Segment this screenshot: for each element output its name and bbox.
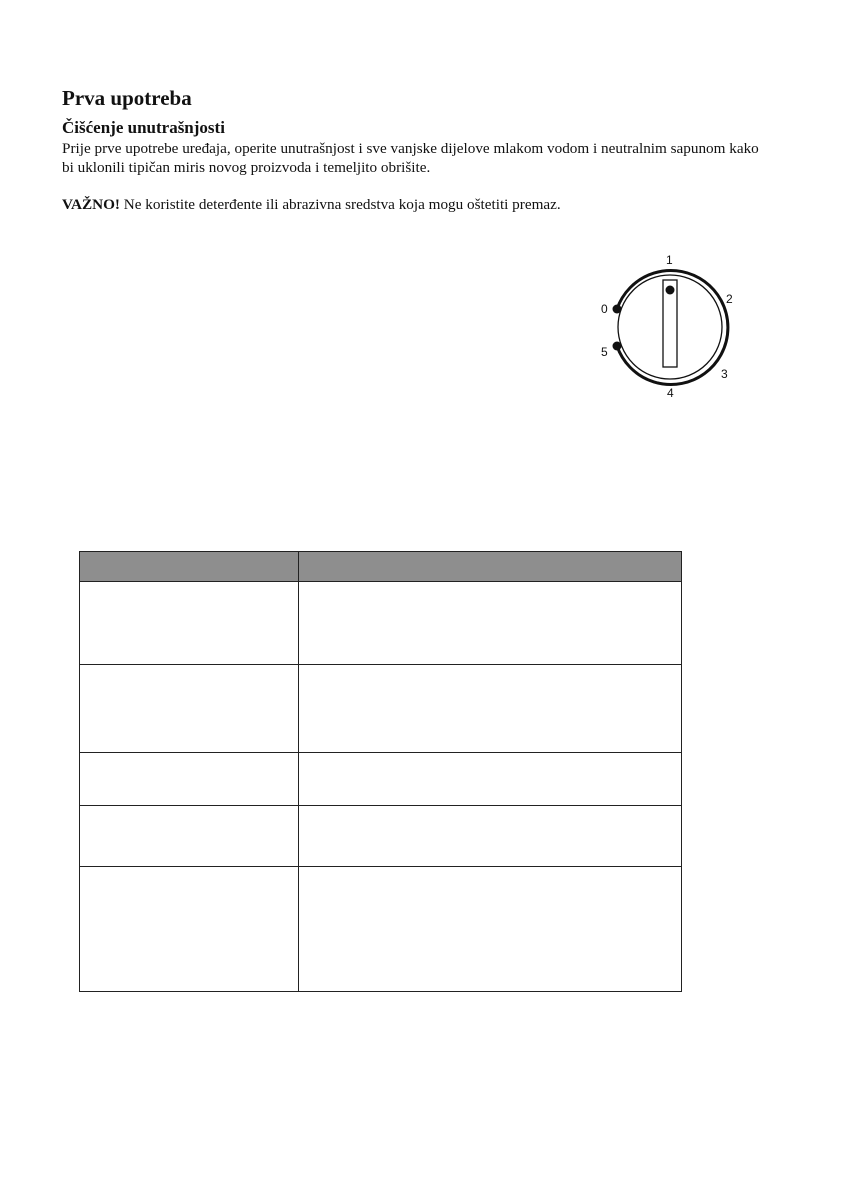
table-cell (80, 806, 299, 866)
dial-label-2: 2 (726, 292, 733, 306)
dial-label-4: 4 (667, 386, 674, 400)
dial-label-1: 1 (666, 253, 673, 267)
dial-label-3: 3 (721, 367, 728, 381)
table-cell (80, 867, 299, 991)
table-cell (298, 753, 681, 805)
table-cell (80, 665, 299, 752)
table-header-cell (298, 552, 681, 581)
dial-marker-0 (613, 305, 622, 314)
table-cell (298, 806, 681, 866)
table-cell (298, 582, 681, 664)
section-title: Čišćenje unutrašnjosti (62, 118, 225, 137)
table-row (80, 806, 681, 867)
thermostat-dial (595, 250, 745, 400)
table-row (80, 753, 681, 806)
table-row (80, 665, 681, 753)
table-cell (298, 665, 681, 752)
important-note (62, 195, 762, 214)
dial-label-0: 0 (601, 302, 608, 316)
important-text: Ne koristite deterđente ili abrazivna sredstva koja mogu oštetiti premaz. (119, 196, 561, 213)
thermostat-dial-icon (595, 250, 745, 400)
table-cell (80, 582, 299, 664)
table-row (80, 582, 681, 665)
important-label: VAŽNO! (62, 196, 120, 213)
dial-label-5: 5 (601, 345, 608, 359)
dial-marker-5 (613, 342, 622, 351)
info-table (79, 551, 682, 992)
page-title: Prva upotreba (62, 86, 192, 110)
cleaning-paragraph: Prije prve upotrebe uređaja, operite unutrašnjost i sve vanjske dijelove mlakom vodom i neutralnim sapunom kako bi uklonili tipičan miris novog proizvoda i temeljito obrišite. (62, 140, 759, 176)
table-cell (80, 753, 299, 805)
table-header-cell (80, 552, 299, 581)
table-cell (298, 867, 681, 991)
dial-pointer-dot (666, 286, 675, 295)
table-header (80, 552, 681, 582)
table-row (80, 867, 681, 991)
